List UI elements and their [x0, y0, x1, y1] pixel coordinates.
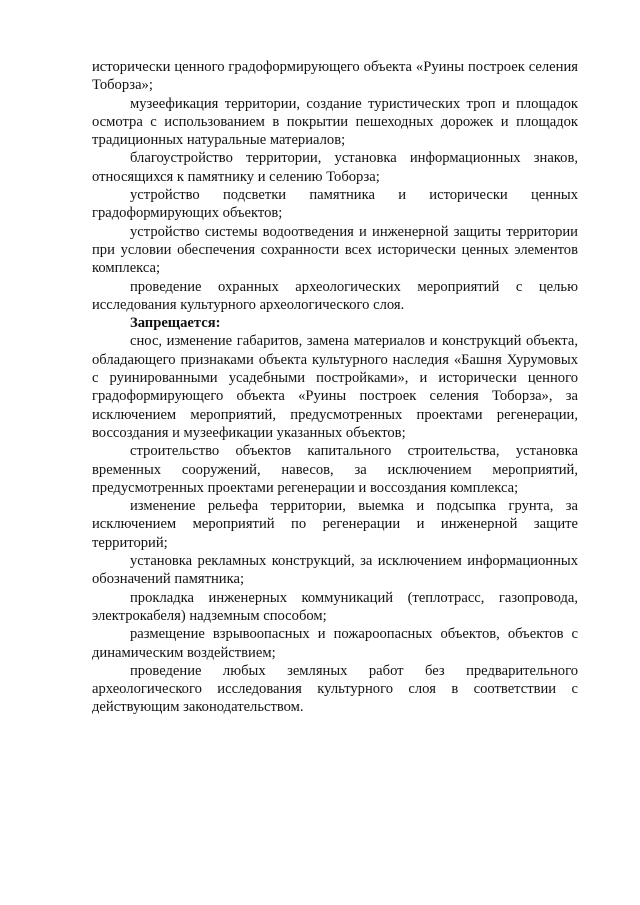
- prohibited-item-advertising: установка рекламных конструкций, за исключением информационных обозначений памятника;: [92, 553, 578, 588]
- paragraph-archaeology: проведение охранных археологических мероприятий с целью исследования культурного археологического слоя.: [92, 278, 578, 313]
- prohibited-item-construction: строительство объектов капитального строительства, установка временных сооружений, навесов, за исключением мероприятий, предусмотренных проектами регенерации и воссоздания комплекса;: [92, 443, 578, 496]
- section-heading-prohibited: Запрещается:: [130, 315, 221, 332]
- paragraph-museumification: музеефикация территории, создание туристических троп и площадок осмотра с использованием в покрытии пешеходных дорожек и площадок традиционных натуральные материалов;: [92, 95, 578, 149]
- prohibited-item-relief: изменение рельефа территории, выемка и подсыпка грунта, за исключением мероприятий по регенерации и инженерной защите территорий;: [92, 498, 578, 551]
- paragraph-landscaping: благоустройство территории, установка информационных знаков, относящихся к памятнику и селению Тоборза;: [92, 150, 578, 185]
- prohibited-item-hazardous: размещение взрывоопасных и пожароопасных объектов, объектов с динамическим воздействием;: [92, 626, 578, 661]
- document-body: [92, 58, 578, 717]
- paragraph-continuation: исторически ценного градоформирующего объекта «Руины построек селения Тоборза»;: [92, 59, 578, 94]
- prohibited-item-utilities: прокладка инженерных коммуникаций (теплотрасс, газопровода, электрокабеля) надземным способом;: [92, 589, 578, 624]
- paragraph-lighting: устройство подсветки памятника и исторически ценных градоформирующих объектов;: [92, 187, 578, 222]
- prohibited-item-earthworks: проведение любых земляных работ без предварительного археологического исследования культурного слоя в соответствии с действующим законодательством.: [92, 662, 578, 716]
- prohibited-item-demolition: снос, изменение габаритов, замена материалов и конструкций объекта, обладающего признаками объекта культурного наследия «Башня Хурумовых с руинированными усадебными постройками», и исторически ценного градоформирующего объекта «Руины построек селения Тоборза», за исключением мероприятий, предусмотренных проектами регенерации, воссоздания и музеефикации указанных объектов;: [92, 333, 578, 441]
- paragraph-drainage: устройство системы водоотведения и инженерной защиты территории при условии обеспечения сохранности всех исторически ценных элементов комплекса;: [92, 223, 578, 277]
